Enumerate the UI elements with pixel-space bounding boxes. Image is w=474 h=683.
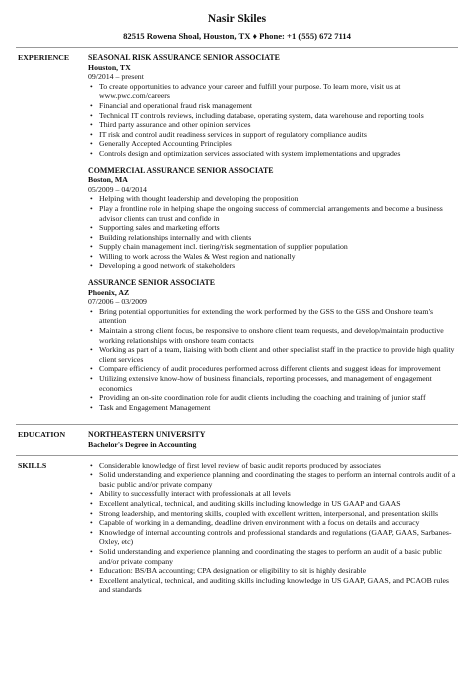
education-label: EDUCATION	[18, 430, 66, 440]
section-divider	[16, 455, 458, 456]
skill-item: • Knowledge of internal accounting controls and professional standards and regulations (GAAP, GAAS, Sarbanes-Oxley, etc)	[99, 528, 458, 547]
education-section	[16, 430, 458, 449]
skill-item: • Solid understanding and experience planning and coordinating the stages to perform an internal controls audit of a basic public and/or private company	[99, 470, 458, 489]
bullet-item: • Bring potential opportunities for extending the work performed by the GSS to the GSS and Onshore team's attention	[99, 307, 458, 326]
job-entry	[88, 53, 458, 159]
bullet-item: • Working as part of a team, liaising with both client and other specialist staff in the practice to provide high quality client services	[99, 345, 458, 364]
bullet-item: • Third party assurance and other opinion services	[99, 120, 458, 130]
bullet-item: • Supporting sales and marketing efforts	[99, 223, 458, 233]
skills-section	[16, 461, 458, 595]
bullet-item: • Technical IT controls reviews, including database, operating system, data warehouse and reporting tools	[99, 111, 458, 121]
resume-name: Nasir Skiles	[207, 13, 267, 25]
job-bullets	[88, 194, 458, 271]
job-location: Phoenix, AZ	[88, 287, 130, 297]
job-dates: 07/2006 – 03/2009	[88, 297, 147, 307]
degree: Bachelor's Degree in Accounting	[88, 439, 197, 449]
skill-item: • Education: BS/BA accounting; CPA designation or eligibility to sit is highly desirable	[99, 566, 458, 576]
skill-item: • Capable of working in a demanding, deadline driven environment with a focus on details and accuracy	[99, 518, 458, 528]
bullet-item: • Generally Accepted Accounting Principles	[99, 139, 458, 149]
job-dates: 05/2009 – 04/2014	[88, 184, 147, 194]
experience-label: EXPERIENCE	[18, 53, 70, 62]
bullet-item: • Utilizing extensive know-how of business financials, reporting processes, and management of engagement economics	[99, 374, 458, 393]
job-title: COMMERCIAL ASSURANCE SENIOR ASSOCIATE	[88, 165, 274, 175]
job-title: SEASONAL RISK ASSURANCE SENIOR ASSOCIATE	[88, 53, 280, 62]
bullet-item: • Providing an on-site coordination role for audit clients including the coaching and training of junior staff	[99, 393, 458, 403]
contact-line: 82515 Rowena Shoal, Houston, TX ♦ Phone: +1 (555) 672 7114	[123, 31, 351, 41]
section-divider	[16, 424, 458, 425]
bullet-item: • Controls design and optimization services associated with system implementations and upgrades	[99, 149, 458, 159]
experience-body	[88, 53, 458, 419]
bullet-item: • Maintain a strong client focus, be responsive to onshore client team requests, and develop/maintain productive working relationships with onshore team contacts	[99, 326, 458, 345]
skill-item: • Considerable knowledge of first level review of basic audit reports produced by associates	[99, 461, 458, 471]
skill-item: • Ability to successfully interact with professionals at all levels	[99, 489, 458, 499]
bullet-item: • Developing a good network of stakeholders	[99, 261, 458, 271]
skill-item: • Solid understanding and experience planning and coordinating the stages to perform an audit of a basic public and/or private company	[99, 547, 458, 566]
bullet-item: • IT risk and control audit readiness services in support of regulatory compliance audits	[99, 130, 458, 140]
skills-list	[88, 461, 458, 595]
skill-item: • Strong leadership, and mentoring skills, coupled with excellent written, interpersonal, and presentation skills	[99, 509, 458, 519]
header-divider	[16, 47, 458, 48]
job-entry	[88, 166, 458, 272]
bullet-item: • Building relationships internally and with clients	[99, 233, 458, 243]
bullet-item: • Compare efficiency of audit procedures performed across different clients and suggest ideas for improvement	[99, 364, 458, 374]
bullet-item: • Play a frontline role in helping shape the ongoing success of commercial arrangements and become a business advisor clients can trust and confide in	[99, 204, 458, 223]
bullet-item: • Willing to work across the Wales & West region and nationally	[99, 252, 458, 262]
job-location: Houston, TX	[88, 62, 131, 72]
job-dates: 09/2014 – present	[88, 72, 144, 82]
bullet-item: • Helping with thought leadership and developing the proposition	[99, 194, 458, 204]
job-location: Boston, MA	[88, 175, 128, 185]
skill-item: • Excellent analytical, technical, and auditing skills including knowledge in US GAAP, GAAS, and PCAOB rules and standards	[99, 576, 458, 595]
skills-body	[88, 461, 458, 595]
job-entry	[88, 278, 458, 412]
bullet-item: • Task and Engagement Management	[99, 403, 458, 413]
bullet-item: • To create opportunities to advance your career and fulfill your purpose. To learn more, visit us at www.pwc.com/careers	[99, 82, 458, 101]
bullet-item: • Supply chain management incl. tiering/risk segmentation of supplier population	[99, 242, 458, 252]
skills-label: SKILLS	[18, 460, 47, 470]
skill-item: • Excellent analytical, technical, and auditing skills including knowledge in US GAAP and GAAS	[99, 499, 458, 509]
experience-section	[16, 53, 458, 419]
bullet-item: • Financial and operational fraud risk management	[99, 101, 458, 111]
job-title: ASSURANCE SENIOR ASSOCIATE	[88, 278, 216, 288]
job-bullets	[88, 82, 458, 159]
job-bullets	[88, 307, 458, 413]
school-name: NORTHEASTERN UNIVERSITY	[88, 430, 206, 440]
education-body	[88, 430, 458, 449]
